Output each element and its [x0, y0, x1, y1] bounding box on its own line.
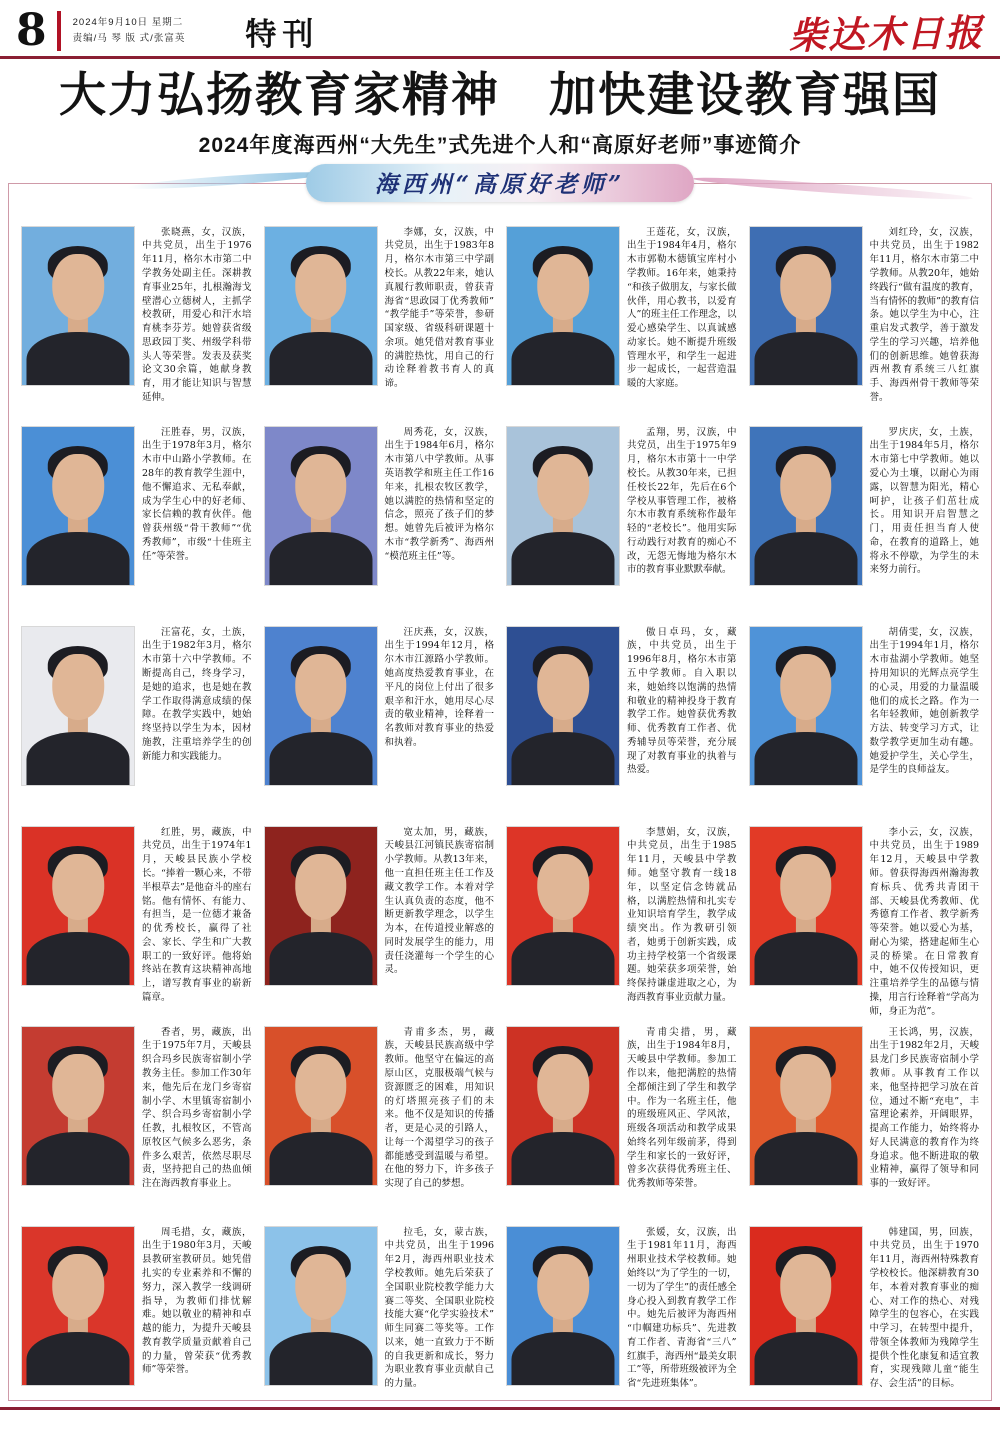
profile-card: [506, 426, 737, 586]
profile-bio: 宽太加，男，藏族，天峻县江河镇民族寄宿制小学教师。从教13年来，他一直担任班主任工作及藏文教学工作。本着对学生认真负责的态度，他不断更新教学理念，以学生为本，在传道授业解惑的同时发展学生的能力，用责任浇灌每一个学生的心灵。: [384, 826, 494, 976]
profile-bio: 汪庆燕，女，汉族，出生于1994年12月，格尔木市江源路小学教师。她高度热爱教育事业，在平凡的岗位上付出了很多艰辛和汗水，她用尽心尽责的敬业精神，诠释着一名教师对教育事业的热爱和执着。: [384, 626, 494, 748]
portrait-photo: [749, 1026, 863, 1186]
profile-bio: 周秀花，女，汉族，出生于1984年6月，格尔木市第八中学教师。从事英语教学和班主任工作16年来，扎根农牧区教学，她以满腔的热情和坚定的信念，照亮了孩子们的梦想。她曾先后被评为格尔木市“教学新秀”、海西州“模范班主任”等。: [384, 426, 494, 562]
profile-bio: 青甫多杰，男，藏族，天峻县民族高级中学教师。他坚守在偏远的高原山区，克服极端气候与资源匮乏的困难，用知识的灯塔照亮孩子们的未来。他不仅是知识的传播者，更是心灵的引路人，让每一个渴望学习的孩子都能感受到温暖与希望。在他的努力下，许多孩子实现了自己的梦想。: [384, 1026, 494, 1190]
profile-card: [749, 1026, 980, 1190]
portrait-photo: [264, 626, 378, 786]
profile-card: [506, 826, 737, 1003]
portrait-photo: [749, 426, 863, 586]
profile-card: [264, 626, 495, 786]
portrait-photo: [21, 1226, 135, 1386]
portrait-photo: [21, 1026, 135, 1186]
profile-bio: 汪富花，女，土族，出生于1982年3月，格尔木市第十六中学教师。不断提高自己，终身学习，是她的追求，也是她在教学工作取得满意成绩的保障。在教学实践中，她始终坚持以学生为本，因材施教，注重培养学生的创新能力和实践能力。: [142, 626, 252, 762]
profile-bio: 周毛措，女，藏族，出生于1980年3月，天峻县教研室教研员。她凭借扎实的专业素养和不懈的努力，深入教学一线调研指导，为教师们排忧解难。她以敬业的精神和卓越的能力，为提升天峻县教育教学质量贡献着自己的力量，曾荣获“优秀教师”等荣誉。: [142, 1226, 252, 1376]
portrait-photo: [506, 626, 620, 786]
portrait-photo: [749, 626, 863, 786]
portrait-photo: [264, 826, 378, 986]
portrait-photo: [264, 426, 378, 586]
profile-card: [749, 226, 980, 403]
profile-card: [21, 1226, 252, 1386]
profile-card: [264, 826, 495, 986]
portrait-photo: [506, 426, 620, 586]
portrait-photo: [264, 1226, 378, 1386]
portrait-photo: [21, 626, 135, 786]
profile-bio: 韩建国，男，回族，中共党员，出生于1970年11月，海西州特殊教育学校校长。他深耕教育30年，本着对教育事业的痴心、对工作的热心、对残障学生的包容心，在实践中学习，在转型中提升，带领全体教师为残障学生提供个性化康复和适宜教育，实现残障儿童“能生存、会生活”的目标。: [869, 1226, 979, 1390]
profile-bio: 刘红玲，女，汉族，中共党员，出生于1982年11月，格尔木市第二中学教师。从教20年，她始终践行“做有温度的教育，当有情怀的教师”的教育信条。她以学生为中心，注重启发式教学，善于激发学生的学习兴趣，培养他们的创新思维。她曾获海西州教育系统三八红旗手、海西州骨干教师等荣誉。: [869, 226, 979, 403]
bottom-rule: [0, 1407, 1000, 1410]
portrait-photo: [506, 826, 620, 986]
masthead-divider: [57, 11, 61, 51]
profile-bio: 香者，男，藏族，出生于1975年7月，天峻县织合玛乡民族寄宿制小学教务主任。参加工作30年来，他先后在龙门乡寄宿制小学、木里镇寄宿制小学、织合玛乡寄宿制小学任教，扎根牧区，不管高原牧区气候多么恶劣，条件多么艰苦，依然尽职尽责，坚持把自己的热血倾注在海西教育事业上。: [142, 1026, 252, 1190]
page-number: 8: [16, 5, 47, 56]
banner-title: 海西州“高原好老师”: [374, 171, 626, 199]
portrait-photo: [21, 426, 135, 586]
profile-bio: 李娜，女，汉族，中共党员，出生于1983年8月，格尔木市第三中学副校长。从教22年来，她认真履行教师职责，曾获青海省“思政园丁优秀教师”“教学能手”等荣誉，参研国家级、省级科研课题十余项。她凭借对教育事业的满腔热忱，用自己的行动诠释着教书育人的真谛。: [384, 226, 494, 390]
portrait-photo: [21, 226, 135, 386]
profile-card: [506, 1226, 737, 1390]
profile-card: [264, 226, 495, 390]
profile-bio: 王长鸿，男，汉族，出生于1982年2月，天峻县龙门乡民族寄宿制小学教师。从事教育工作以来，他坚持把学习放在首位，通过不断“充电”，丰富理论素养，开阔眼界，提高工作能力，始终将办好人民满意的教育作为终身追求。他不断进取的敬业精神，赢得了领导和同事的一致好评。: [869, 1026, 979, 1190]
profile-bio: 罗庆庆，女，土族，出生于1984年5月，格尔木市第七中学教师。她以爱心为土壤，以耐心为雨露，以智慧为阳光，精心呵护，让孩子们茁壮成长。用知识开启智慧之门，用责任担当育人使命，在教育的道路上，她将永不停歇，为学生的未来努力前行。: [869, 426, 979, 576]
editor-line: 责编/马 琴 版 式/张富英: [72, 33, 186, 44]
profile-card: [264, 1226, 495, 1390]
portrait-photo: [264, 1026, 378, 1186]
portrait-photo: [506, 1226, 620, 1386]
profile-bio: 张媛，女，汉族，出生于1981年11月，海西州职业技术学校教师。她始终以“为了学生的一切，一切为了学生”的责任感全身心投入到教育教学工作中。她先后被评为海西州“巾帼建功标兵”、先进教育工作者、青海省“三八”红旗手，海西州“最美女职工”等，所带班级被评为全省“先进班集体”。: [627, 1226, 737, 1390]
profile-bio: 傲日卓玛，女，藏族，中共党员，出生于1996年8月，格尔木市第五中学教师。自入职以来，她始终以饱满的热情和敬业的精神投身于教育教学工作。她曾获优秀教师、优秀教育工作者、优秀辅导员等荣誉，充分展现了对教育事业的执着与热爱。: [627, 626, 737, 776]
profile-bio: 李慧娟，女，汉族，中共党员，出生于1985年11月，天峻县中学教师。她坚守教育一线18年，以坚定信念铸就品格，以满腔热情和扎实专业知识培育学生，教学成绩突出。作为教研引领者，她勇于创新实践，成功主持学校第一个省级课题。她荣获多项荣誉，始终保持谦虚进取之心，为海西教育事业贡献力量。: [627, 826, 737, 1003]
portrait-photo: [506, 1026, 620, 1186]
newspaper-logo: 柴达木日报: [788, 10, 985, 58]
profile-bio: 孟翔，男，汉族，中共党员，出生于1975年9月，格尔木市第十一中学校长。从教30年来，已担任校长22年，先后在6个学校从事管理工作，被格尔木市教育系统称作最年轻的“老校长”。他用实际行动践行对教育的痴心不改，无怨无悔地为格尔木市的教育事业默默奉献。: [627, 426, 737, 576]
profile-card: [506, 1026, 737, 1190]
portrait-photo: [749, 826, 863, 986]
portrait-photo: [749, 1226, 863, 1386]
sub-headline: 2024年度海西州“大先生”式先进个人和“高原好老师”事迹简介: [198, 133, 802, 157]
main-headline: 大力弘扬教育家精神 加快建设教育强国: [59, 68, 941, 121]
masthead: [0, 0, 1000, 56]
profile-card: [749, 1226, 980, 1390]
profile-bio: 王莲花，女，汉族，出生于1984年4月，格尔木市郭勒木德镇宝库村小学教师。16年来，她秉持“和孩子做朋友，与家长做伙伴，用心教书，以爱育人”的班主任工作理念，以爱心感染学生、以真诚感动家长。她不断提升班级管理水平，和学生一起进步一起成长，一起营造温暖的大家庭。: [627, 226, 737, 390]
portrait-photo: [21, 826, 135, 986]
profile-card: [749, 826, 980, 1017]
profile-card: [264, 426, 495, 586]
profile-card: [21, 426, 252, 586]
profile-bio: 汪胜春，男，汉族，出生于1978年3月，格尔木市中山路小学教师。在28年的教育教学生涯中，他不懈追求、无私奉献，成为学生心中的好老师、家长信赖的教育伙伴。他曾获州级“骨干教师”“优秀教师”，市级“十佳班主任”等荣誉。: [142, 426, 252, 562]
profile-card: [749, 426, 980, 586]
profiles-board: [8, 171, 992, 1401]
profile-bio: 青甫尖措，男，藏族，出生于1984年8月，天峻县中学教师。参加工作以来，他把满腔的热情全都倾注到了学生和教学中。作为一名班主任，他的班级班风正、学风浓，班级各项活动和教学成果始终名列年级前茅，得到学生和家长的一致好评，曾多次获得优秀班主任、优秀教师等荣誉。: [627, 1026, 737, 1190]
date-line: 2024年9月10日 星期二: [72, 16, 184, 28]
profile-bio: 张晓燕，女，汉族，中共党员，出生于1976年11月，格尔木市第二中学教务处副主任。深耕教育事业25年，扎根瀚海戈壁潜心立德树人，主抓学校教研，用爱心和汗水培育桃李芬芳。她曾获省级思政园丁奖、州级学科带头人等荣誉。发表及获奖论文30余篇，她献身教育，用才能让知识与智慧延伸。: [142, 226, 252, 403]
masthead-meta: [73, 15, 186, 47]
profile-card: [21, 826, 252, 1003]
profile-card: [506, 626, 737, 786]
profile-bio: 李小云，女，汉族，中共党员，出生于1989年12月，天峻县中学教师。曾获得海西州瀚海教育标兵、优秀共青团干部、天峻县优秀教师、优秀德育工作者、教学新秀等荣誉。她以爱心为基，耐心为梁，搭建起师生心灵的桥梁。在日常教育中，她不仅传授知识，更注重培养学生的品德与情操，用言行诠释着“学高为师，身正为范”。: [869, 826, 979, 1017]
profile-card: [749, 626, 980, 786]
profile-card: [264, 1026, 495, 1190]
profile-card: [21, 626, 252, 786]
portrait-photo: [264, 226, 378, 386]
profile-card: [506, 226, 737, 390]
profile-bio: 胡倩雯，女，汉族，出生于1994年1月，格尔木市盐湖小学教师。她坚持用知识的光辉点亮学生的心灵，用爱的力量温暖他们的成长之路。作为一名年轻教师，她创新教学方法、转变学习方式，让数学教学更加生动有趣。她爱护学生，关心学生，是学生的良师益友。: [869, 626, 979, 776]
profile-card: [21, 1026, 252, 1190]
portrait-photo: [749, 226, 863, 386]
section-title: 特刊: [245, 16, 320, 52]
profile-bio: 红胜，男，藏族，中共党员，出生于1974年1月，天峻县民族小学校长。“捧着一颗心来，不带半根草去”是他奋斗的座右铭。他有情怀、有能力、有担当，是一位德才兼备的优秀校长，赢得了社会、家长、学生和广大教职工的一致好评。他将始终站在教育这块精神高地上，谱写教育事业的崭新篇章。: [142, 826, 252, 1003]
profiles-grid: [9, 184, 991, 1400]
portrait-photo: [506, 226, 620, 386]
profile-card: [21, 226, 252, 403]
banner-pill: [306, 164, 694, 202]
profile-bio: 拉毛，女，蒙古族，中共党员，出生于1996年2月，海西州职业技术学校教师。她先后荣获了全国职业院校教学能力大赛二等奖、全国职业院校技能大赛“化学实验技术”师生同赛二等奖等。工作以来，她一直致力于不断的自我更新和成长，努力为职业教育事业贡献自己的力量。: [384, 1226, 494, 1390]
